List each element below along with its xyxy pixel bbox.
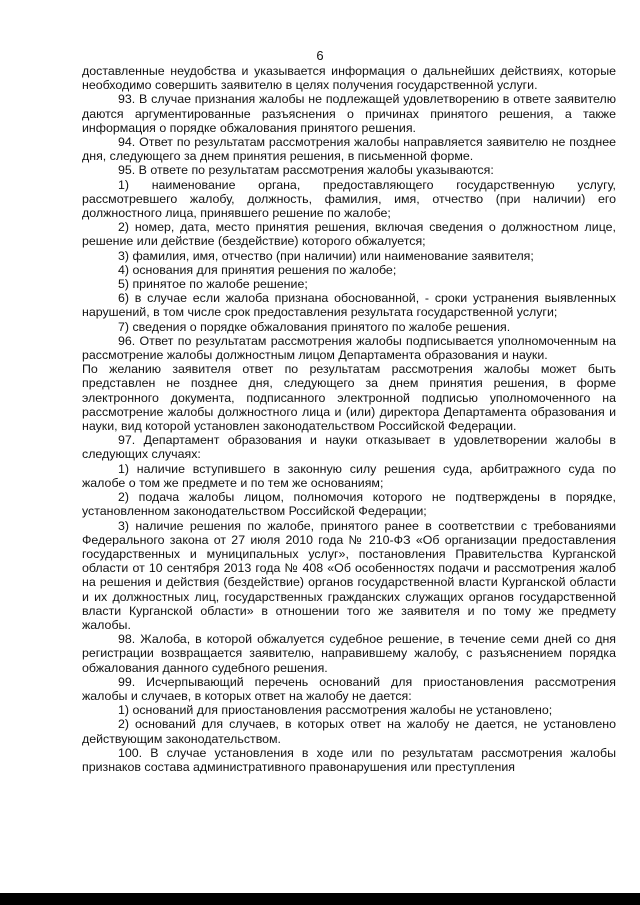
paragraph-96: 96. Ответ по результатам рассмотрения жалобы подписывается уполномоченным на рассмотрение жалобы должностным лицом Департамента образования и науки. bbox=[82, 333, 616, 363]
paragraph-100: 100. В случае установления в ходе или по результатам рассмотрения жалобы признаков состава административного правонарушения или преступления bbox=[82, 745, 616, 774]
list-item-97-1: 1) наличие вступившего в законную силу решения суда, арбитражного суда по жалобе о том же предмете и по тем же основаниям; bbox=[82, 461, 616, 490]
list-item-95-1: 1) наименование органа, предоставляющего государственную услугу, рассмотревшего жалобу, должность, фамилия, имя, отчество (при наличии) его должностного лица, принявшего решение по жалобе; bbox=[82, 177, 616, 221]
document-body bbox=[82, 64, 616, 774]
paragraph-96-electronic: По желанию заявителя ответ по результатам рассмотрения жалобы может быть представлен не позднее дня, следующего за днем принятия решения, в форме электронного документа, подписанного электронной подписью уполномоченного на рассмотрение жалобы должностного лица и (или) директора Департамента образования и науки, вид которой установлен законодательством Российской Федерации. bbox=[82, 362, 616, 434]
scan-bottom-edge bbox=[0, 893, 640, 905]
list-item-95-5: 5) принятое по жалобе решение; bbox=[118, 277, 308, 292]
list-item-95-3: 3) фамилия, имя, отчество (при наличии) или наименование заявителя; bbox=[118, 248, 534, 263]
list-item-95-4: 4) основания для принятия решения по жалобе; bbox=[118, 262, 397, 277]
list-item-97-2: 2) подача жалобы лицом, полномочия которого не подтверждены в порядке, установленном законодательством Российской Федерации; bbox=[82, 490, 616, 519]
list-item-95-2: 2) номер, дата, место принятия решения, включая сведения о должностном лице, решение или действие (бездействие) которого обжалуется; bbox=[82, 220, 616, 249]
paragraph-99: 99. Исчерпывающий перечень оснований для приостановления рассмотрения жалобы и случаев, в которых ответ на жалобу не дается: bbox=[82, 674, 616, 703]
paragraph-95: 95. В ответе по результатам рассмотрения жалобы указываются: bbox=[118, 163, 494, 178]
list-item-95-6: 6) в случае если жалоба признана обоснованной, - сроки устранения выявленных нарушений, в том числе срок предоставления результата государственной услуги; bbox=[82, 291, 616, 320]
paragraph-94: 94. Ответ по результатам рассмотрения жалобы направляется заявителю не позднее дня, следующего за днем принятия решения, в письменной форме. bbox=[82, 135, 616, 164]
list-item-97-3: 3) наличие решения по жалобе, принятого ранее в соответствии с требованиями Федерального закона от 27 июля 2010 года № 210-ФЗ «Об организации предоставления государственных и муниципальных услуг», постановления Правительства Курганской области от 10 сентября 2013 года № 408 «Об особенностях подачи и рассмотрения жалоб на решения и действия (бездействие) органов государственной власти Курганской области и их должностных лиц, государственных гражданских служащих органов государственной власти Курганской области» в отношении того же заявителя и по тому же предмету жалобы. bbox=[82, 518, 616, 632]
paragraph-97: 97. Департамент образования и науки отказывает в удовлетворении жалобы в следующих случаях: bbox=[82, 433, 616, 462]
list-item-99-2: 2) оснований для случаев, в которых ответ на жалобу не дается, не установлено действующим законодательством. bbox=[82, 717, 616, 746]
paragraph-93: 93. В случае признания жалобы не подлежащей удовлетворению в ответе заявителю даются аргументированные разъяснения о причинах принятого решения, а также информация о порядке обжалования принятого решения. bbox=[82, 92, 616, 135]
list-item-99-1: 1) оснований для приостановления рассмотрения жалобы не установлено; bbox=[118, 703, 553, 718]
page-number: 6 bbox=[316, 48, 324, 63]
list-item-95-7: 7) сведения о порядке обжалования принятого по жалобе решения. bbox=[118, 319, 511, 334]
paragraph-98: 98. Жалоба, в которой обжалуется судебное решение, в течение семи дней со дня регистрации возвращается заявителю, направившему жалобу, с разъяснением порядка обжалования данного судебного решения. bbox=[82, 632, 616, 675]
paragraph-continuation: доставленные неудобства и указывается информация о дальнейших действиях, которые необходимо совершить заявителю в целях получения государственной услуги. bbox=[82, 64, 616, 93]
